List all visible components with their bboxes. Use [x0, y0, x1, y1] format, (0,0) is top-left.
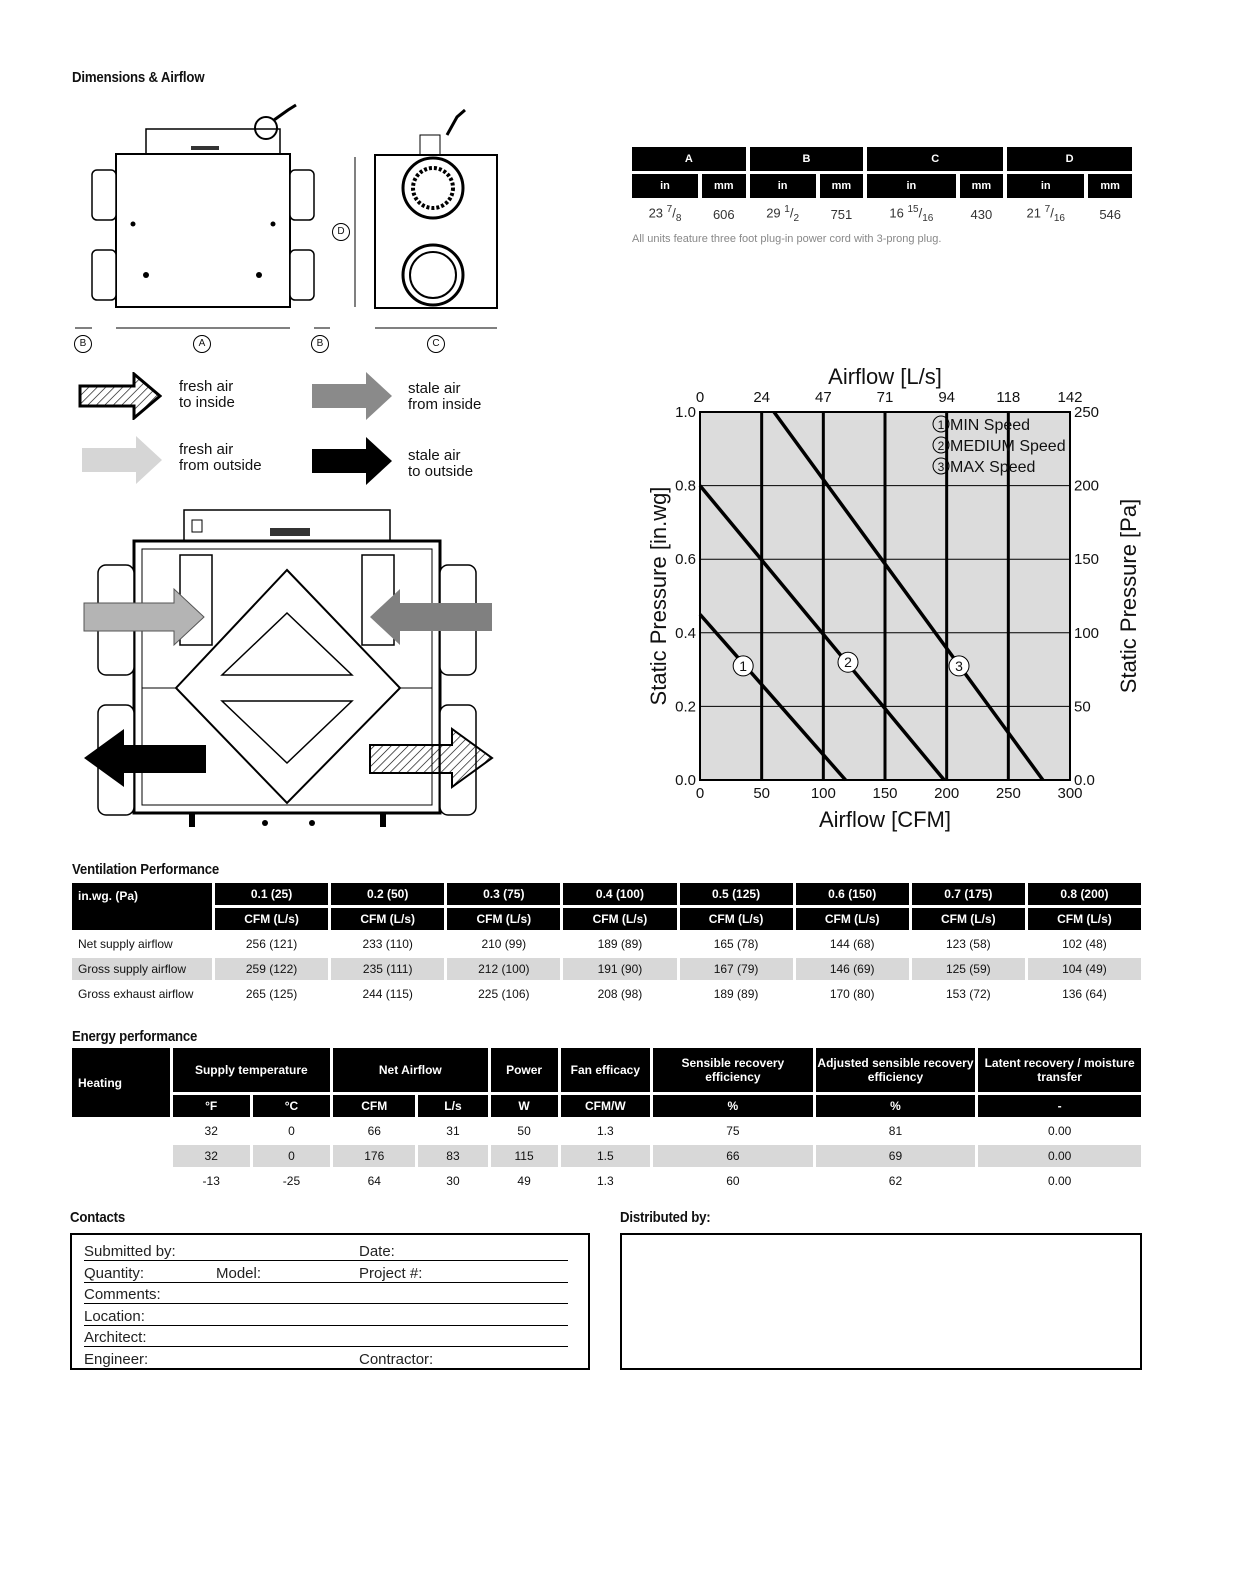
- energy-performance-title: Energy performance: [72, 1028, 198, 1045]
- fan-curve-chart: [640, 360, 1150, 840]
- chart-x2-tick: 24: [753, 389, 771, 406]
- contacts-title: Contacts: [70, 1209, 126, 1226]
- energy-cell: 83: [418, 1145, 487, 1167]
- vent-cell: 125 (59): [912, 958, 1025, 980]
- project-label: Project #:: [359, 1265, 423, 1282]
- vent-cell: 167 (79): [680, 958, 793, 980]
- vent-unit-header: CFM (L/s): [447, 908, 560, 930]
- vent-cell: 265 (125): [245, 987, 298, 1001]
- energy-cell: 0: [288, 1124, 295, 1138]
- fresh-air-from-outside-arrow: [80, 436, 164, 484]
- energy-unit: CFM/W: [561, 1095, 650, 1117]
- vent-pressure-header: 0.8 (200): [1028, 883, 1141, 905]
- energy-cell: 32: [204, 1124, 218, 1138]
- vent-row-label: Net supply airflow: [78, 937, 173, 951]
- dim-c-mm: 430: [960, 201, 1004, 227]
- chart-legend-entry: MAX Speed: [950, 459, 1036, 476]
- chart-x2-tick: 0: [695, 389, 705, 406]
- energy-cell: 50: [517, 1124, 531, 1138]
- energy-header: Net Airflow: [333, 1048, 487, 1092]
- energy-header: Fan efficacy: [561, 1048, 650, 1092]
- vent-cell: 210 (99): [481, 937, 527, 951]
- vent-pressure-header: 0.6 (150): [796, 883, 909, 905]
- vent-pressure-header: 0.4 (100): [563, 883, 676, 905]
- contact-line-architect[interactable]: [84, 1325, 568, 1347]
- energy-unit: -: [978, 1095, 1141, 1117]
- vent-row: [72, 933, 1141, 955]
- unit-front-view-drawing: [70, 100, 370, 356]
- distributed-by-title: Distributed by:: [620, 1209, 711, 1226]
- dimension-label-d: D: [332, 223, 350, 241]
- energy-cell: 60: [726, 1174, 740, 1188]
- chart-legend-entry: MIN Speed: [950, 417, 1031, 434]
- energy-cell: 32: [173, 1145, 250, 1167]
- legend-stale-air-to-outside: stale air to outside: [408, 447, 474, 480]
- energy-cell: 0.00: [1047, 1174, 1072, 1188]
- dim-b-in: 29 $^1/_2$: [750, 201, 816, 227]
- energy-cell: 62: [888, 1174, 903, 1188]
- chart-y-tick: 1.0: [675, 404, 696, 421]
- dim-unit: mm: [702, 174, 746, 198]
- chart-y-tick: 0.2: [675, 698, 696, 716]
- chart-series-marker-label: 1: [739, 657, 748, 674]
- dim-unit: in: [867, 174, 955, 198]
- dim-unit: in: [1007, 174, 1084, 198]
- chart-x2-axis-label: Airflow [L/s]: [828, 364, 942, 389]
- chart-y2-tick: 0.0: [1074, 772, 1095, 789]
- energy-header: Power: [491, 1048, 558, 1092]
- dimension-label-c: C: [427, 335, 445, 353]
- chart-x-tick: 150: [872, 785, 898, 802]
- vent-corner-label: in.wg. (Pa): [72, 883, 212, 930]
- chart-x2-tick: 118: [996, 389, 1021, 406]
- legend-fresh-air-from-outside: fresh air from outside: [179, 441, 262, 474]
- vent-cell: 146 (69): [796, 958, 909, 980]
- energy-header: Latent recovery / moisture transfer: [978, 1048, 1141, 1092]
- vent-pressure-header: 0.7 (175): [912, 883, 1025, 905]
- energy-unit: L/s: [418, 1095, 487, 1117]
- stale-air-to-outside-arrow: [310, 437, 394, 485]
- chart-legend-marker-label: 2: [937, 439, 945, 453]
- energy-cell: 49: [517, 1174, 531, 1188]
- chart-y-tick: 0.4: [675, 624, 696, 642]
- chart-x-tick: 200: [934, 785, 960, 802]
- dim-a-in: 23 $^7/_8$: [632, 201, 698, 227]
- chart-y-tick: 0.6: [675, 551, 696, 569]
- vent-cell: 102 (48): [1062, 937, 1107, 951]
- dim-d-in: 21 $^7/_{16}$: [1007, 201, 1084, 227]
- energy-header: Supply temperature: [173, 1048, 331, 1092]
- dim-c-in: 16 $^{15}/_{16}$: [867, 201, 955, 227]
- energy-cell: 0: [253, 1145, 330, 1167]
- dimensions-table: [628, 144, 1136, 230]
- chart-x-tick: 300: [1057, 785, 1083, 802]
- model-label: Model:: [216, 1265, 262, 1282]
- vent-cell: 235 (111): [331, 958, 444, 980]
- dim-header-d: D: [1007, 147, 1132, 171]
- energy-unit: °F: [173, 1095, 250, 1117]
- energy-unit: %: [816, 1095, 976, 1117]
- energy-cell: 69: [816, 1145, 976, 1167]
- vent-pressure-header: 0.1 (25): [215, 883, 328, 905]
- energy-cell: -13: [202, 1174, 220, 1188]
- dimension-label-a: A: [193, 335, 211, 353]
- vent-unit-header: CFM (L/s): [1028, 908, 1141, 930]
- energy-cell: 66: [653, 1145, 813, 1167]
- vent-cell: 104 (49): [1028, 958, 1141, 980]
- chart-legend-entry: MEDIUM Speed: [950, 438, 1066, 455]
- chart-x2-tick: 71: [876, 389, 894, 406]
- vent-pressure-header: 0.2 (50): [331, 883, 444, 905]
- energy-header: Adjusted sensible recovery efficiency: [816, 1048, 976, 1092]
- contact-line-submitted[interactable]: [84, 1239, 568, 1261]
- vent-unit-header: CFM (L/s): [563, 908, 676, 930]
- energy-cell: 31: [446, 1124, 460, 1138]
- chart-x-tick: 0: [695, 785, 705, 802]
- vent-row: [72, 983, 1141, 1005]
- chart-y2-axis-label: Static Pressure [Pa]: [1116, 498, 1141, 694]
- vent-unit-header: CFM (L/s): [796, 908, 909, 930]
- dim-a-mm: 606: [702, 201, 746, 227]
- date-label: Date:: [359, 1243, 395, 1260]
- power-cord-note: All units feature three foot plug-in power cord with 3-prong plug.: [632, 233, 942, 245]
- heat-exchanger-core-diagram: [80, 505, 500, 840]
- chart-x2-tick: 94: [938, 389, 956, 406]
- comments-label: Comments:: [84, 1286, 161, 1303]
- legend-stale-air-from-inside: stale air from inside: [408, 380, 482, 413]
- energy-cell: 1.3: [597, 1174, 614, 1188]
- vent-cell: 244 (115): [362, 987, 413, 1001]
- energy-performance-table: [69, 1045, 1144, 1195]
- vent-unit-header: CFM (L/s): [215, 908, 328, 930]
- energy-header: Sensible recovery efficiency: [653, 1048, 813, 1092]
- energy-unit: %: [653, 1095, 813, 1117]
- chart-series-marker-label: 2: [844, 654, 852, 671]
- architect-label: Architect:: [84, 1329, 147, 1346]
- dimension-label-b-right: B: [311, 335, 329, 353]
- dim-unit: in: [632, 174, 698, 198]
- ventilation-performance-title: Ventilation Performance: [72, 861, 220, 878]
- stale-air-from-inside-arrow: [310, 372, 394, 420]
- unit-side-view-drawing: [345, 105, 505, 340]
- chart-series-marker-label: 3: [955, 657, 963, 674]
- vent-cell: 259 (122): [215, 958, 328, 980]
- contact-line-location[interactable]: [84, 1304, 568, 1326]
- energy-cell: 30: [446, 1174, 460, 1188]
- chart-y2-tick: 200: [1074, 477, 1100, 495]
- energy-row: [72, 1170, 1141, 1192]
- dim-unit: mm: [820, 174, 864, 198]
- chart-x-tick: 50: [753, 785, 771, 802]
- dim-header-c: C: [867, 147, 1003, 171]
- energy-unit: W: [491, 1095, 558, 1117]
- contact-line-engineer[interactable]: [84, 1347, 568, 1369]
- chart-x-tick: 100: [810, 785, 836, 802]
- chart-y2-tick: 150: [1074, 551, 1100, 569]
- energy-cell: 1.5: [561, 1145, 650, 1167]
- vent-pressure-header: 0.3 (75): [447, 883, 560, 905]
- vent-cell: 170 (80): [829, 987, 875, 1001]
- submitted-by-label: Submitted by:: [84, 1243, 176, 1260]
- dim-unit: mm: [960, 174, 1004, 198]
- energy-row: [72, 1120, 1141, 1142]
- contacts-form: [70, 1233, 590, 1370]
- chart-legend-marker-label: 1: [937, 418, 945, 432]
- chart-y-tick: 0.0: [675, 772, 696, 789]
- vent-cell: 153 (72): [945, 987, 991, 1001]
- fresh-air-to-inside-arrow: [78, 372, 162, 420]
- dim-header-b: B: [750, 147, 864, 171]
- energy-unit: CFM: [333, 1095, 415, 1117]
- vent-cell: 191 (90): [563, 958, 676, 980]
- contact-line-quantity[interactable]: [84, 1261, 568, 1283]
- energy-row-spacer: [72, 1145, 170, 1167]
- vent-cell: 189 (89): [597, 937, 643, 951]
- chart-legend-marker-label: 3: [937, 460, 945, 474]
- location-label: Location:: [84, 1308, 145, 1325]
- vent-cell: 256 (121): [245, 937, 298, 951]
- vent-pressure-header: 0.5 (125): [680, 883, 793, 905]
- vent-cell: 208 (98): [597, 987, 643, 1001]
- chart-x2-tick: 142: [1057, 389, 1083, 406]
- legend-fresh-air-to-inside: fresh air to inside: [179, 378, 235, 411]
- energy-cell: -25: [282, 1174, 301, 1188]
- vent-cell: 123 (58): [945, 937, 991, 951]
- energy-cell: 81: [888, 1124, 903, 1138]
- vent-cell: 189 (89): [713, 987, 759, 1001]
- vent-unit-header: CFM (L/s): [331, 908, 444, 930]
- dim-header-a: A: [632, 147, 746, 171]
- energy-cell: 0.00: [1047, 1124, 1072, 1138]
- chart-y2-tick: 250: [1074, 404, 1100, 421]
- energy-cell: 1.3: [597, 1124, 614, 1138]
- dim-unit: in: [750, 174, 816, 198]
- chart-y-axis-label: Static Pressure [in.wg]: [646, 486, 671, 706]
- vent-row-label: Gross supply airflow: [72, 958, 212, 980]
- ventilation-performance-table: [69, 880, 1144, 1008]
- vent-row-label: Gross exhaust airflow: [78, 987, 194, 1001]
- contractor-label: Contractor:: [359, 1351, 434, 1368]
- dim-d-mm: 546: [1088, 201, 1132, 227]
- chart-y2-tick: 100: [1074, 624, 1100, 642]
- energy-row: [72, 1145, 1141, 1167]
- chart-x-axis-label: Airflow [CFM]: [819, 807, 951, 832]
- distributor-box: [620, 1233, 1142, 1370]
- contact-line-comments[interactable]: [84, 1282, 568, 1304]
- energy-corner-label: Heating: [72, 1048, 170, 1117]
- energy-row-spacer: [72, 1120, 170, 1142]
- vent-cell: 225 (106): [478, 987, 530, 1001]
- vent-unit-header: CFM (L/s): [912, 908, 1025, 930]
- chart-y2-tick: 50: [1074, 698, 1091, 716]
- vent-cell: 233 (110): [362, 937, 413, 951]
- quantity-label: Quantity:: [84, 1265, 145, 1282]
- chart-x-tick: 250: [995, 785, 1021, 802]
- energy-cell: 115: [491, 1145, 558, 1167]
- energy-cell: 66: [367, 1124, 381, 1138]
- engineer-label: Engineer:: [84, 1351, 149, 1368]
- vent-cell: 144 (68): [829, 937, 875, 951]
- energy-unit: °C: [253, 1095, 330, 1117]
- dim-b-mm: 751: [820, 201, 864, 227]
- dim-unit: mm: [1088, 174, 1132, 198]
- dimensions-airflow-title: Dimensions & Airflow: [72, 69, 205, 86]
- vent-row: [72, 958, 1141, 980]
- energy-cell: 64: [367, 1174, 381, 1188]
- energy-cell: 75: [726, 1124, 740, 1138]
- vent-unit-header: CFM (L/s): [680, 908, 793, 930]
- vent-cell: 136 (64): [1062, 987, 1107, 1001]
- energy-row-spacer: [72, 1170, 170, 1192]
- chart-x2-tick: 47: [814, 389, 832, 406]
- chart-y-tick: 0.8: [675, 477, 696, 495]
- dimension-label-b-left: B: [74, 335, 92, 353]
- energy-cell: 0.00: [978, 1145, 1141, 1167]
- energy-cell: 176: [333, 1145, 415, 1167]
- vent-cell: 165 (78): [713, 937, 759, 951]
- vent-cell: 212 (100): [447, 958, 560, 980]
